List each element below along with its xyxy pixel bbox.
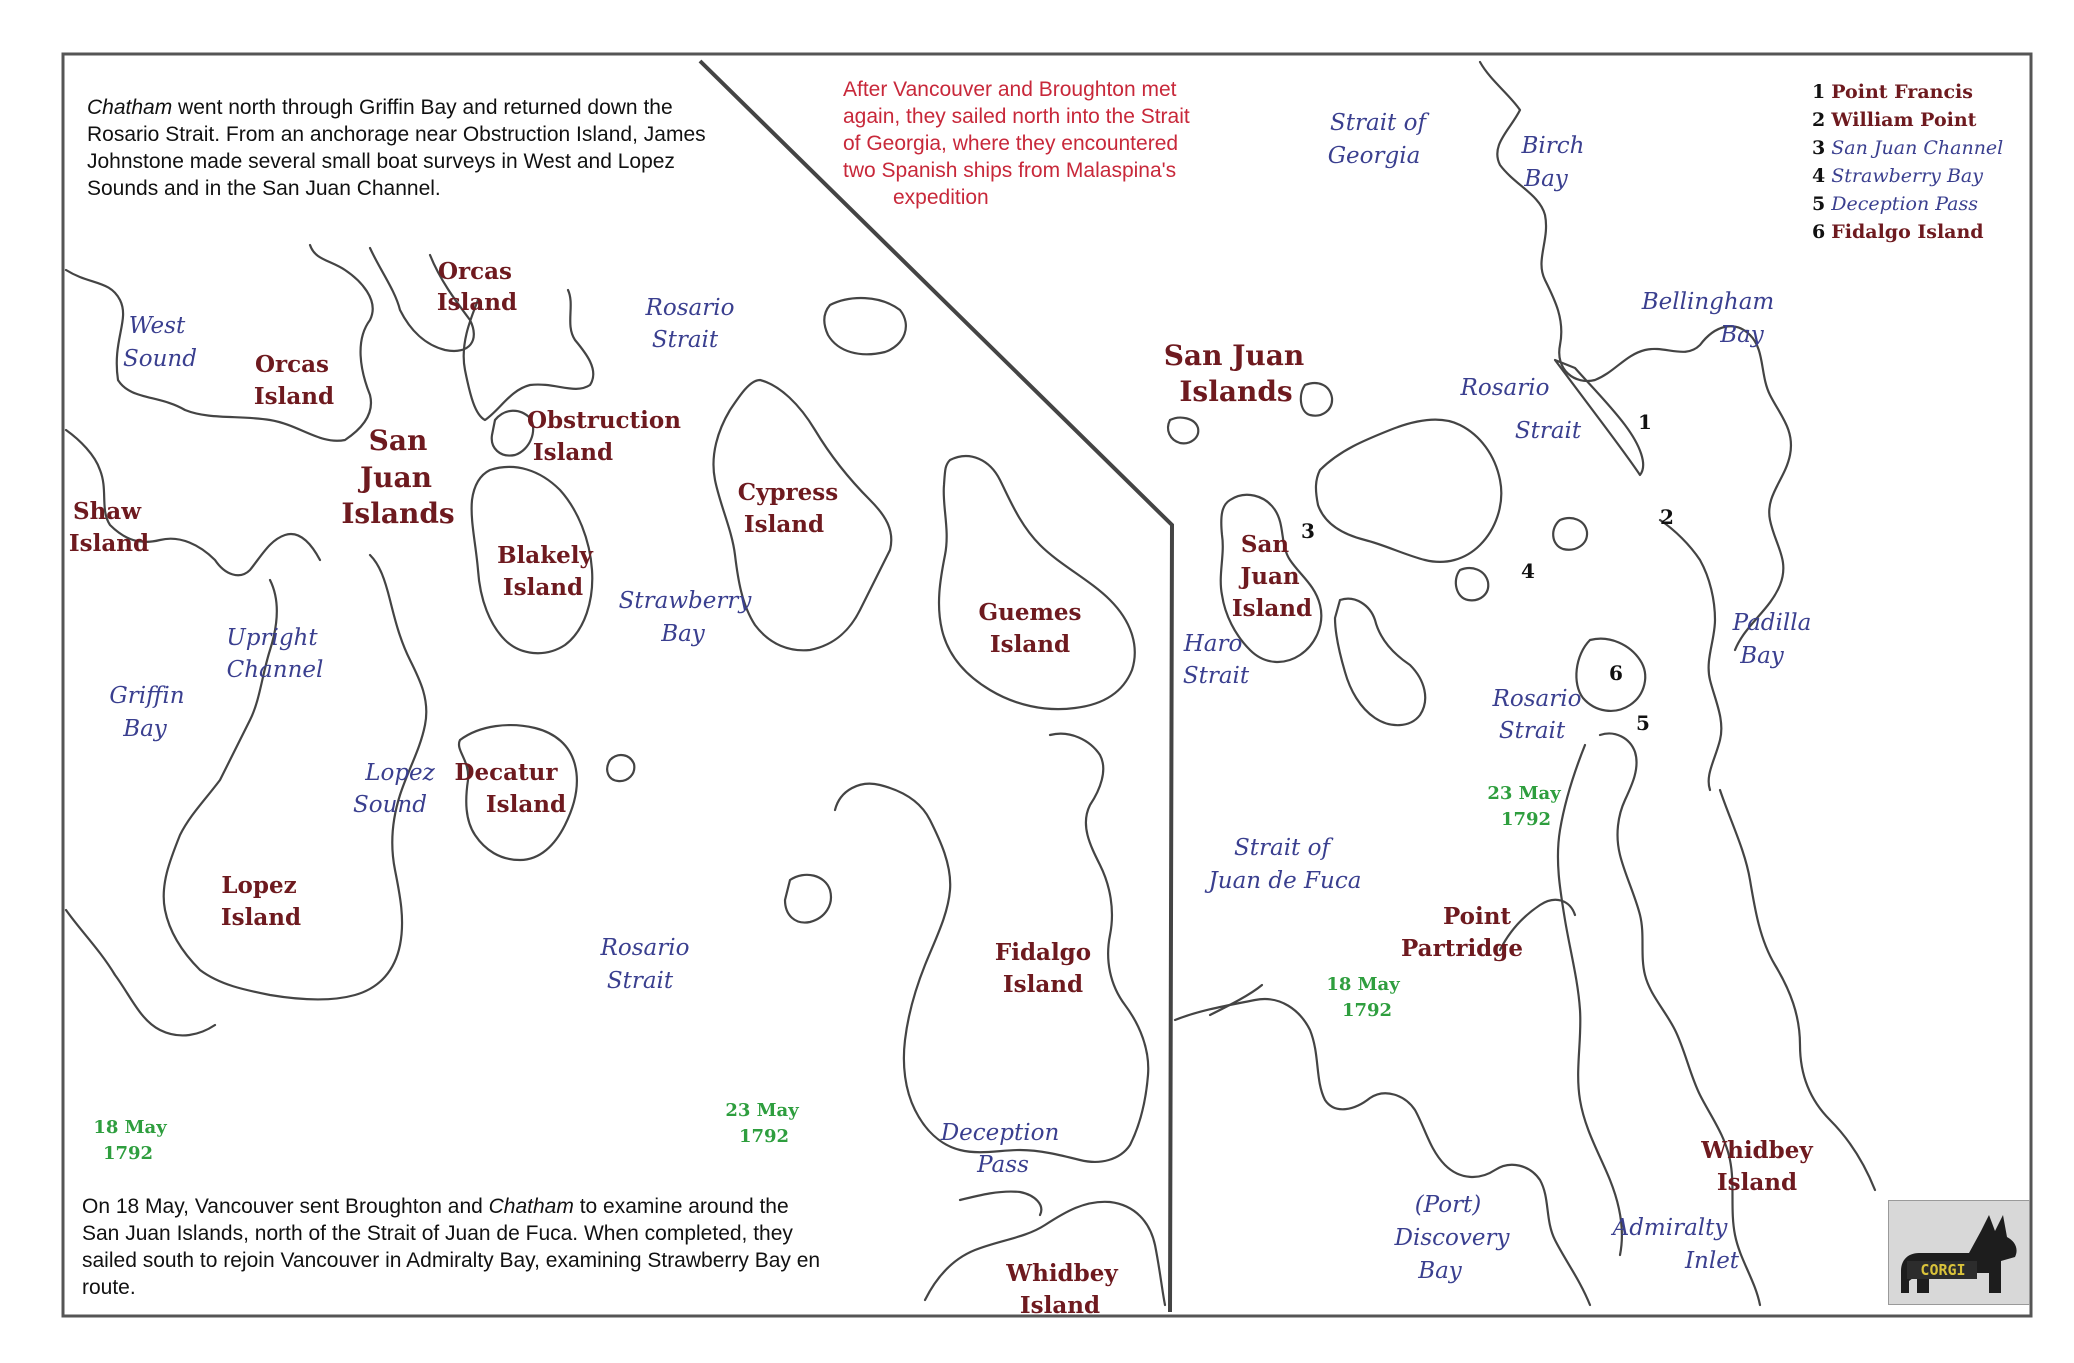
label-bellingham-bay: Bellingham Bay <box>1641 289 1775 348</box>
left-top-note <box>87 94 707 202</box>
label-west-sound: West Sound <box>123 313 197 372</box>
legend-num: 5 <box>1812 193 1826 215</box>
coast-lopez-west <box>66 910 215 1035</box>
label-haro-strait: Haro Strait <box>1182 631 1250 689</box>
legend <box>1812 78 2003 246</box>
coast-small-r2 <box>1301 383 1332 416</box>
legend-text: Deception Pass <box>1831 193 1978 215</box>
label-whidbey-island-left: Whidbey Island <box>1006 1260 1118 1319</box>
label-date-23-right: 23 May 1792 <box>1487 783 1561 830</box>
label-whidbey-island-right: Whidbey Island <box>1701 1137 1813 1196</box>
label-date-23-left: 23 May 1792 <box>725 1100 799 1147</box>
coast-small-island-a <box>785 875 831 923</box>
map-number-3: 3 <box>1301 519 1315 543</box>
label-orcas-island-1: Orcas Island <box>436 258 518 316</box>
coast-mainland-east <box>1660 520 1721 790</box>
legend-num: 2 <box>1812 109 1826 131</box>
label-obstruction-island: Obstruction Island <box>527 407 681 466</box>
panel-divider <box>700 61 1172 1312</box>
map-number-2: 2 <box>1660 505 1674 529</box>
legend-num: 4 <box>1812 165 1826 187</box>
coast-fidalgo <box>835 734 1148 1162</box>
left-bottom-note-part2: to examine around the San Juan Islands, north of the Strait of Juan de Fuca. When completed, they sailed south to rejoin Vancouver in Admiralty Bay, examining Strawberry Bay en route. <box>82 1195 821 1299</box>
legend-text: San Juan Channel <box>1831 137 2004 159</box>
label-port-discovery-bay: (Port) Discovery Bay <box>1394 1192 1510 1284</box>
right-note-line: expedition <box>893 186 989 209</box>
label-point-partridge: Point Partridge <box>1401 903 1523 962</box>
label-strawberry-bay: Strawberry Bay <box>618 588 752 647</box>
label-fidalgo-island-left: Fidalgo Island <box>994 939 1092 998</box>
legend-num: 6 <box>1812 221 1826 243</box>
label-upright-channel: Upright Channel <box>226 625 324 683</box>
coast-lopez-right <box>1335 599 1425 725</box>
coast-mainland-se <box>1720 790 1875 1190</box>
left-bottom-note <box>82 1193 822 1301</box>
label-cypress-island: Cypress Island <box>737 479 839 538</box>
legend-item <box>1812 218 2003 246</box>
label-padilla-bay: Padilla Bay <box>1732 610 1812 669</box>
map-number-5: 5 <box>1636 711 1650 735</box>
legend-item <box>1812 78 2003 106</box>
map-number-1: 1 <box>1638 410 1652 434</box>
left-bottom-note-part1: On 18 May, Vancouver sent Broughton and <box>82 1195 489 1218</box>
corgi-logo <box>1888 1200 2030 1305</box>
label-rosario-strait-bottom-left: Rosario Strait <box>600 935 690 994</box>
legend-text: Fidalgo Island <box>1831 221 1984 243</box>
coast-olympic <box>1175 999 1590 1305</box>
left-bottom-note-ship: Chatham <box>488 1195 574 1218</box>
label-griffin-bay: Griffin Bay <box>109 683 185 742</box>
coast-cypress-north <box>824 298 906 354</box>
coast-whidbey-left <box>925 1202 1165 1305</box>
label-blakely-island: Blakely Island <box>497 542 593 601</box>
legend-item <box>1812 190 2003 218</box>
label-lopez-island: Lopez Island <box>220 872 302 931</box>
label-rosario-strait-top-left: Rosario Strait <box>645 295 735 353</box>
coast-whidbey-west <box>1558 745 1622 1255</box>
right-note-line: again, they sailed north into the Strait <box>843 105 1190 128</box>
right-note-line: After Vancouver and Broughton met <box>843 78 1177 101</box>
label-shaw-island: Shaw Island <box>68 498 150 557</box>
label-san-juan-island: San Juan Island <box>1231 531 1313 622</box>
label-strait-of-juan-de-fuca: Strait of Juan de Fuca <box>1208 835 1362 894</box>
legend-item <box>1812 162 2003 190</box>
right-note-line: two Spanish ships from Malaspina's <box>843 159 1177 182</box>
coast-small-r4 <box>1553 518 1587 550</box>
coast-small-r3 <box>1456 568 1488 600</box>
right-top-note <box>843 76 1263 211</box>
label-decatur-island: Decatur Island <box>454 759 567 818</box>
legend-item <box>1812 134 2003 162</box>
legend-text: Strawberry Bay <box>1831 165 1983 187</box>
corgi-dog-icon <box>1889 1201 2029 1304</box>
label-birch-bay: Birch Bay <box>1521 133 1585 192</box>
label-san-juan-islands-left: San Juan Islands <box>341 424 455 530</box>
coast-deception <box>960 1192 1041 1215</box>
coast-orcas-west <box>66 245 373 441</box>
logo-text: CORGI <box>1920 1261 1966 1279</box>
left-coastlines <box>66 245 1165 1305</box>
coast-small-r1 <box>1168 418 1198 444</box>
label-rosario-strait-top-right: Rosario Strait <box>1460 375 1582 444</box>
label-rosario-strait-mid-right: Rosario Strait <box>1492 686 1582 744</box>
label-admiralty-inlet: Admiralty Inlet <box>1612 1215 1740 1274</box>
coast-orcas-right <box>1316 420 1501 562</box>
left-top-note-ship: Chatham <box>87 96 173 119</box>
legend-text: Point Francis <box>1831 81 1973 103</box>
coast-small-island-b <box>607 755 634 781</box>
legend-item <box>1812 106 2003 134</box>
right-coastlines <box>1168 62 1875 1305</box>
right-note-line: of Georgia, where they encountered <box>843 132 1179 155</box>
map-number-4: 4 <box>1521 559 1535 583</box>
map-number-6: 6 <box>1609 661 1623 685</box>
label-guemes-island: Guemes Island <box>978 599 1082 658</box>
label-strait-of-georgia: Strait of Georgia <box>1327 110 1426 169</box>
left-top-note-text: went north through Griffin Bay and returned down the Rosario Strait. From an anchorage near Obstruction Island, James Johnstone made several small boat surveys in West and Lopez Sounds and in the San Juan Channel. <box>87 96 706 200</box>
legend-num: 3 <box>1812 137 1826 159</box>
label-deception-pass: Deception Pass <box>940 1120 1060 1178</box>
label-orcas-island-2: Orcas Island <box>253 351 335 410</box>
legend-num: 1 <box>1812 81 1826 103</box>
label-date-18-right: 18 May 1792 <box>1326 974 1400 1021</box>
label-date-18-left: 18 May 1792 <box>93 1117 167 1164</box>
label-lopez-sound: Lopez Sound <box>353 760 435 818</box>
coast-guemes <box>939 456 1135 709</box>
label-san-juan-islands-right: San Juan Islands <box>1163 339 1305 408</box>
legend-text: William Point <box>1831 109 1977 131</box>
